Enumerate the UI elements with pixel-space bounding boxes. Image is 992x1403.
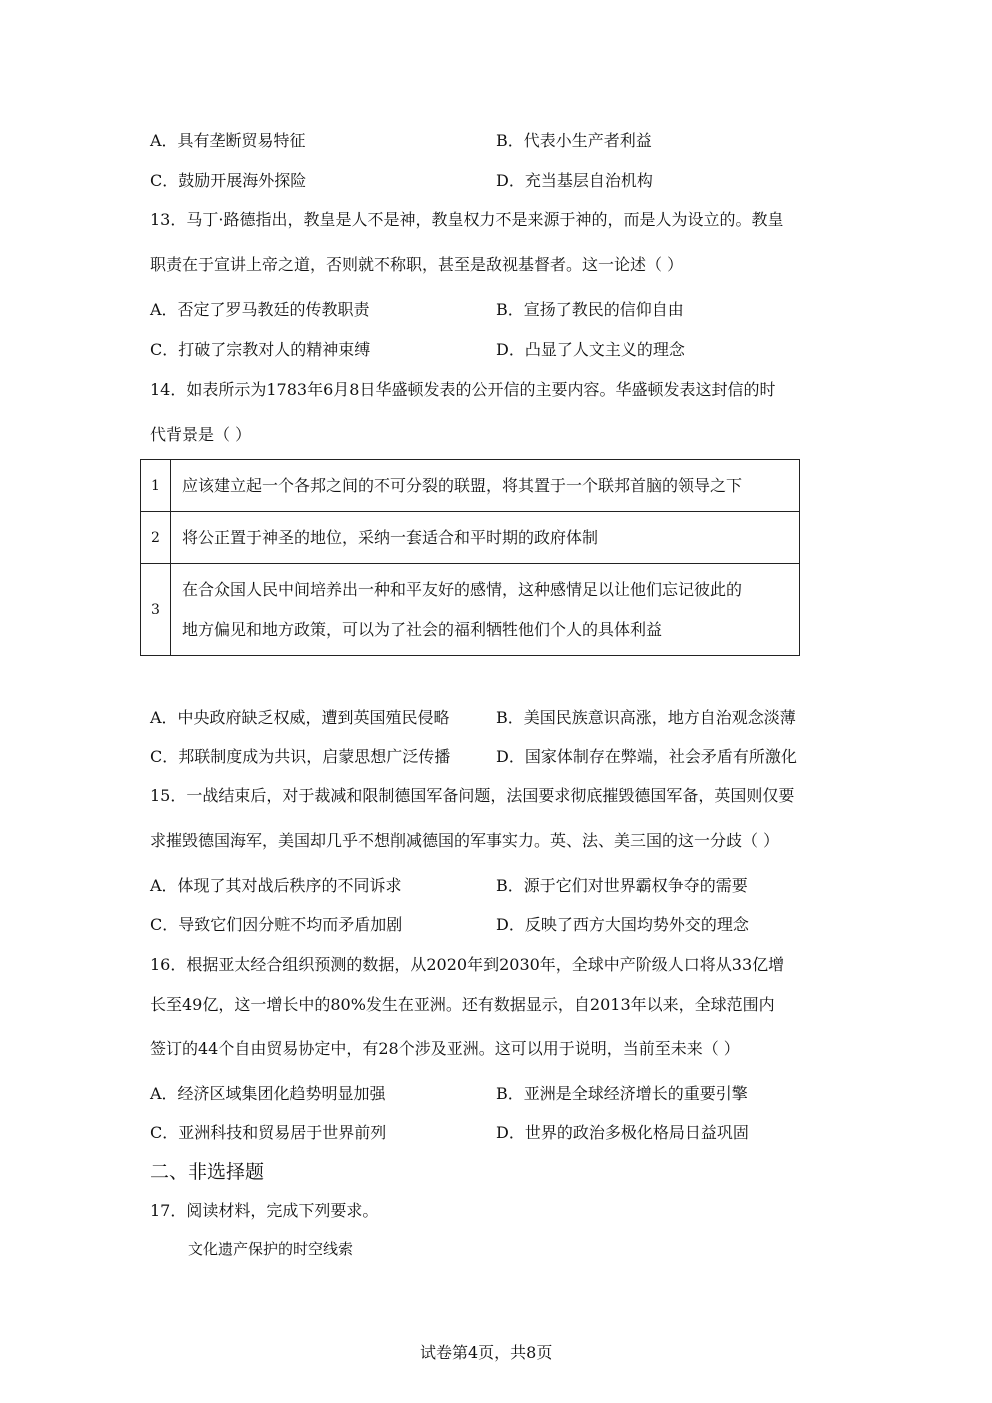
q16-option-b: B．亚洲是全球经济增长的重要引擎 [496,1084,748,1103]
q15-stem-line2: 求摧毁德国海军，美国却几乎不想削减德国的军事实力。英、法、美三国的这一分歧（ ） [150,831,780,850]
q13-option-a: A．否定了罗马教廷的传教职责 [150,300,370,319]
q12-option-c: C．鼓励开展海外探险 [150,171,307,190]
q13-option-b: B．宣扬了教民的信仰自由 [496,300,684,319]
table-cell-text: 应该建立起一个各邦之间的不可分裂的联盟，将其置于一个联邦首脑的领导之下 [171,460,800,512]
q15-option-c: C．导致它们因分赃不均而矛盾加剧 [150,915,403,934]
q14-option-d: D．国家体制存在弊端，社会矛盾有所激化 [496,747,797,766]
table-cell-num: 1 [141,460,171,512]
q14-stem-line2: 代背景是（ ） [150,425,252,444]
q12-option-d: D．充当基层自治机构 [496,171,653,190]
q13-stem-line1: 13．马丁·路德指出，教皇是人不是神，教皇权力不是来源于神的，而是人为设立的。教皇 [150,210,784,229]
q15-option-d: D．反映了西方大国均势外交的理念 [496,915,749,934]
q16-stem-line2: 长至49亿，这一增长中的80%发生在亚洲。还有数据显示，自2013年以来，全球范围内 [150,995,775,1014]
table-cell-text-multiline [171,564,800,656]
q13-stem-line2: 职责在于宣讲上帝之道，否则就不称职，甚至是敌视基督者。这一论述（ ） [150,255,684,274]
table-cell-text-line1: 在合众国人民中间培养出一种和平友好的感情，这种感情足以让他们忘记彼此的 [182,579,743,599]
q17-material-title: 文化遗产保护的时空线索 [188,1240,354,1258]
q16-option-a: A．经济区域集团化趋势明显加强 [150,1084,386,1103]
q16-option-d: D．世界的政治多极化格局日益巩固 [496,1123,749,1142]
q15-option-b: B．源于它们对世界霸权争夺的需要 [496,876,748,895]
q15-option-a: A．体现了其对战后秩序的不同诉求 [150,876,402,895]
table-cell-text: 将公正置于神圣的地位，采纳一套适合和平时期的政府体制 [171,512,800,564]
q15-stem-line1: 15．一战结束后，对于裁减和限制德国军备问题，法国要求彻底摧毁德国军备，英国则仅要 [150,786,795,805]
q12-option-b: B．代表小生产者利益 [496,131,652,150]
table-cell-num: 3 [141,564,171,656]
q16-option-c: C．亚洲科技和贸易居于世界前列 [150,1123,387,1142]
table-row [141,460,800,512]
q17-stem: 17．阅读材料，完成下列要求。 [150,1201,379,1220]
q14-stem-line1: 14．如表所示为1783年6月8日华盛顿发表的公开信的主要内容。华盛顿发表这封信的时 [150,380,776,399]
q14-option-c: C．邦联制度成为共识，启蒙思想广泛传播 [150,747,451,766]
page-footer: 试卷第4页，共8页 [420,1343,553,1362]
q13-option-c: C．打破了宗教对人的精神束缚 [150,340,371,359]
q14-table [140,459,800,656]
table-row [141,512,800,564]
q16-stem-line1: 16．根据亚太经合组织预测的数据，从2020年到2030年，全球中产阶级人口将从33亿增 [150,955,785,974]
table-row [141,564,800,656]
q13-option-d: D．凸显了人文主义的理念 [496,340,685,359]
section-title: 二、非选择题 [150,1161,265,1183]
q16-stem-line3: 签订的44个自由贸易协定中，有28个涉及亚洲。这可以用于说明，当前至未来（ ） [150,1039,740,1058]
q12-option-a: A．具有垄断贸易特征 [150,131,306,150]
q14-option-a: A．中央政府缺乏权威，遭到英国殖民侵略 [150,708,450,727]
q14-option-b: B．美国民族意识高涨，地方自治观念淡薄 [496,708,796,727]
table-cell-text-line2: 地方偏见和地方政策，可以为了社会的福利牺牲他们个人的具体利益 [182,619,663,639]
table-cell-num: 2 [141,512,171,564]
